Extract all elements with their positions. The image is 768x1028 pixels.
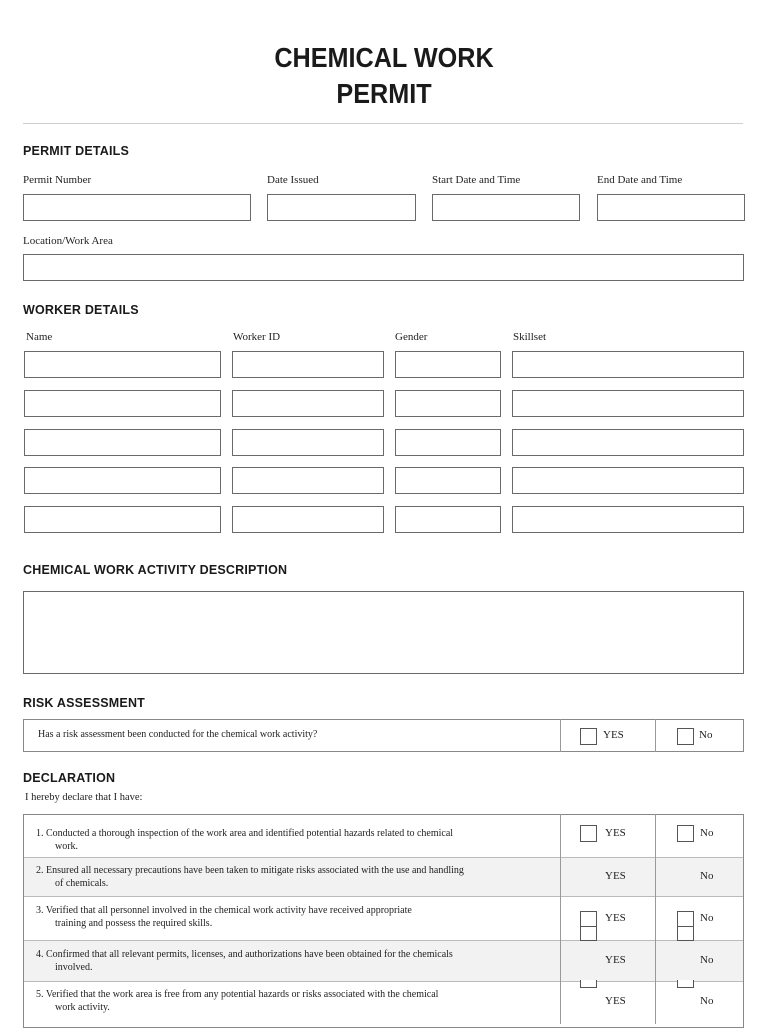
page-title [38,40,729,112]
worker-skillset-field[interactable] [512,506,744,533]
worker-name-field[interactable] [24,467,221,494]
worker-skillset-field[interactable] [512,429,744,456]
worker-gender-field[interactable] [395,351,501,378]
worker-gender-field[interactable] [395,429,501,456]
declaration-3-no-label: No [700,912,714,924]
worker-details-heading: WORKER DETAILS [23,303,139,317]
end-datetime-field[interactable] [597,194,745,221]
item-text: Verified that all personnel involved in the chemical work activity have received appropriate [45,905,412,916]
declaration-4-yes-label: YES [605,954,626,966]
activity-description-field[interactable] [23,591,744,674]
location-label: Location/Work Area [23,235,113,247]
item-number: 1. [36,828,44,839]
worker-id-field[interactable] [232,390,384,417]
date-issued-field[interactable] [267,194,416,221]
worker-name-field[interactable] [24,390,221,417]
declaration-2-yes-label: YES [605,870,626,882]
worker-name-field[interactable] [24,429,221,456]
start-datetime-field[interactable] [432,194,580,221]
column-header-gender: Gender [395,331,428,343]
declaration-item-3 [36,904,412,930]
worker-id-field[interactable] [232,467,384,494]
item-text-continued: training and possess the required skills. [55,918,213,929]
title-line-2: PERMIT [336,78,432,109]
declaration-3-yes-checkbox-lower[interactable] [580,926,597,941]
permit-number-label: Permit Number [23,174,92,186]
declaration-item-1 [36,827,453,853]
risk-assessment-heading: RISK ASSESSMENT [23,696,146,710]
declaration-1-yes-checkbox[interactable] [580,825,597,842]
table-divider [560,719,561,752]
end-datetime-label: End Date and Time [597,174,683,186]
item-number: 2. [36,865,44,876]
risk-yes-label: YES [603,729,624,741]
row-divider [24,857,743,858]
worker-gender-field[interactable] [395,506,501,533]
column-header-worker-id: Worker ID [233,331,281,343]
declaration-3-yes-label: YES [605,912,626,924]
declaration-5-no-checkbox[interactable] [677,980,694,988]
item-text-continued: work. [55,841,79,852]
worker-skillset-field[interactable] [512,390,744,417]
risk-no-checkbox[interactable] [677,728,694,745]
item-text: Confirmed that all relevant permits, licenses, and authorizations have been obtained for the chemicals [46,949,453,960]
date-issued-label: Date Issued [267,174,319,186]
worker-skillset-field[interactable] [512,351,744,378]
start-datetime-label: Start Date and Time [432,174,521,186]
declaration-heading: DECLARATION [23,771,116,785]
declaration-4-no-label: No [700,954,714,966]
declaration-5-yes-label: YES [605,995,626,1007]
risk-assessment-question: Has a risk assessment been conducted for the chemical work activity? [38,729,318,740]
worker-skillset-field[interactable] [512,467,744,494]
permit-details-heading: PERMIT DETAILS [23,144,130,158]
row-divider [24,981,743,982]
item-number: 5. [36,989,44,1000]
activity-description-heading: CHEMICAL WORK ACTIVITY DESCRIPTION [23,563,288,577]
item-text: Conducted a thorough inspection of the work area and identified potential hazards related to chemical [46,828,454,839]
worker-name-field[interactable] [24,351,221,378]
declaration-item-5 [36,988,438,1014]
declaration-item-4 [36,948,453,974]
worker-id-field[interactable] [232,351,384,378]
item-text: Verified that the work area is free from any potential hazards or risks associated with the chemical [45,989,439,1000]
declaration-2-no-label: No [700,870,714,882]
worker-id-field[interactable] [232,506,384,533]
column-header-name: Name [26,331,53,343]
worker-name-field[interactable] [24,506,221,533]
declaration-1-yes-label: YES [605,827,626,839]
declaration-5-yes-checkbox[interactable] [580,980,597,988]
declaration-5-no-label: No [700,995,714,1007]
item-text: Ensured all necessary precautions have been taken to mitigate risks associated with the use and handling [46,865,464,876]
location-field[interactable] [23,254,744,281]
title-line-1: CHEMICAL WORK [274,42,494,73]
title-divider [23,123,743,124]
declaration-intro: I hereby declare that I have: [25,792,143,803]
item-number: 4. [36,949,44,960]
column-header-skillset: Skillset [513,331,547,343]
declaration-1-no-label: No [700,827,714,839]
row-divider [24,896,743,897]
declaration-3-no-checkbox-lower[interactable] [677,926,694,941]
item-text-continued: of chemicals. [55,878,109,889]
risk-yes-checkbox[interactable] [580,728,597,745]
worker-gender-field[interactable] [395,467,501,494]
table-divider [655,719,656,752]
worker-id-field[interactable] [232,429,384,456]
table-divider [560,814,561,1024]
table-divider [655,814,656,1024]
worker-gender-field[interactable] [395,390,501,417]
declaration-item-2 [36,864,464,890]
row-divider [24,940,743,941]
item-text-continued: work activity. [55,1002,110,1013]
item-text-continued: involved. [55,962,93,973]
declaration-1-no-checkbox[interactable] [677,825,694,842]
permit-number-field[interactable] [23,194,251,221]
item-number: 3. [36,905,44,916]
risk-no-label: No [699,729,713,741]
